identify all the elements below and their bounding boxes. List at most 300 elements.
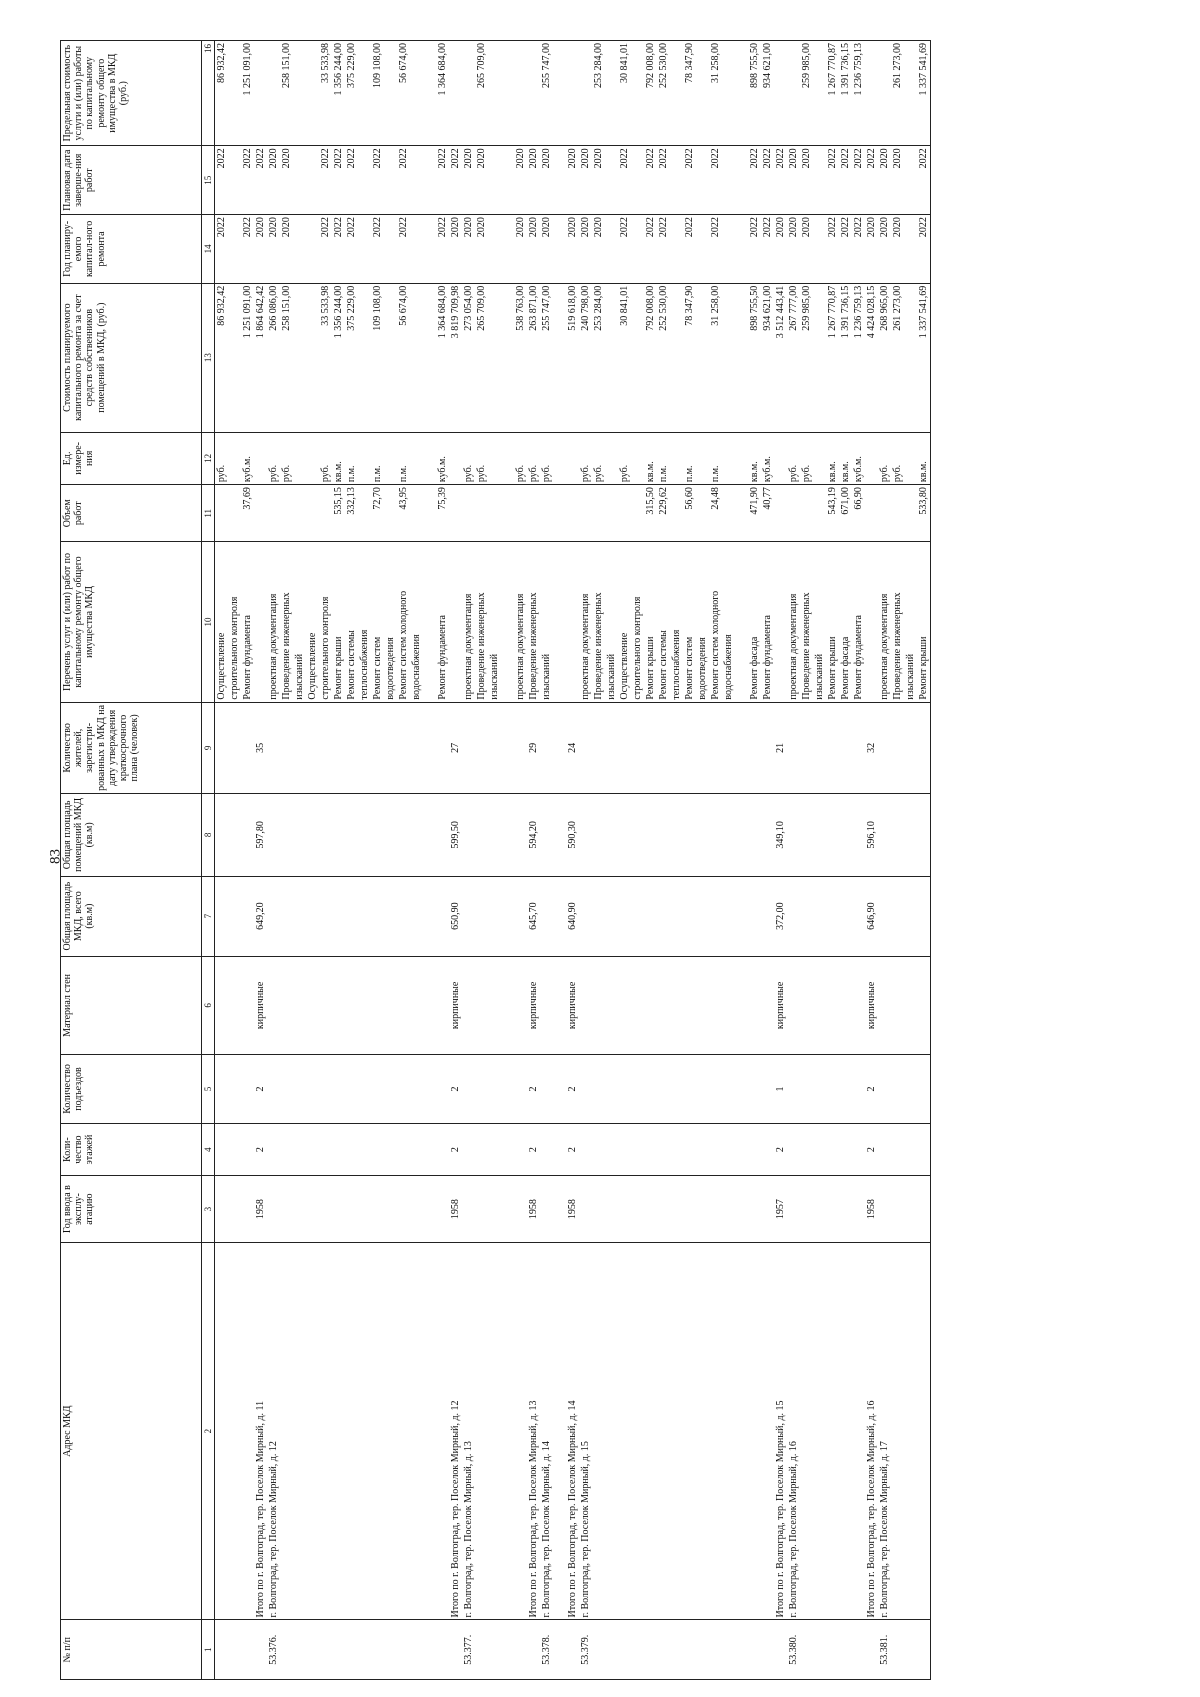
completion-date-cell: 2022 (657, 146, 670, 215)
cost-cell: 898 755,50 (748, 283, 761, 432)
work-item-cell (566, 542, 579, 702)
work-item-cell: проектная документация (579, 542, 592, 702)
work-item-cell: строительного контроля (228, 542, 241, 702)
cost-cell (631, 283, 644, 432)
unit-cell: кв.м. (839, 432, 852, 485)
row-number (592, 1620, 605, 1680)
completion-date-cell (553, 146, 566, 215)
entrances-cell (722, 1055, 735, 1124)
table-row (553, 41, 566, 1680)
row-number: 53.376. (267, 1620, 280, 1680)
premises-area-cell (592, 794, 605, 876)
total-area-cell (514, 876, 527, 956)
address-cell (371, 1242, 384, 1620)
total-area-cell: 646,90 (865, 876, 878, 956)
total-area-cell (748, 876, 761, 956)
year-cell (371, 1176, 384, 1242)
table-row (800, 41, 813, 1680)
cost-cell: 30 841,01 (618, 283, 631, 432)
residents-cell (332, 702, 345, 794)
total-area-cell (319, 876, 332, 956)
max-cost-cell (254, 41, 267, 146)
completion-date-cell (670, 146, 683, 215)
wall-material-cell: кирпичные (566, 956, 579, 1054)
address-cell (891, 1242, 904, 1620)
floors-cell (644, 1123, 657, 1176)
entrances-cell (423, 1055, 436, 1124)
unit-cell (813, 432, 826, 485)
unit-cell: п.м. (709, 432, 722, 485)
unit-cell (358, 432, 371, 485)
work-item-cell: Ремонт систем холодного (709, 542, 722, 702)
cost-cell: 261 273,00 (891, 283, 904, 432)
volume-cell: 332,13 (345, 485, 358, 542)
premises-area-cell: 594,20 (527, 794, 540, 876)
max-cost-cell: 252 530,00 (657, 41, 670, 146)
year-cell (384, 1176, 397, 1242)
premises-area-cell (839, 794, 852, 876)
address-cell (592, 1242, 605, 1620)
table-row (592, 41, 605, 1680)
row-number (852, 1620, 865, 1680)
wall-material-cell (293, 956, 306, 1054)
table-row (371, 41, 384, 1680)
repair-year-cell (722, 215, 735, 284)
cost-cell: 259 985,00 (800, 283, 813, 432)
column-number: 3 (202, 1176, 215, 1242)
year-cell (826, 1176, 839, 1242)
wall-material-cell (917, 956, 931, 1054)
cost-cell: 1 251 091,00 (241, 283, 254, 432)
repair-year-cell: 2022 (683, 215, 696, 284)
entrances-cell (436, 1055, 449, 1124)
premises-area-cell (735, 794, 748, 876)
header-cell: Плановая дата заверше-ния работ (61, 146, 202, 215)
residents-cell (475, 702, 488, 794)
year-cell (293, 1176, 306, 1242)
wall-material-cell (462, 956, 475, 1054)
table-row (904, 41, 917, 1680)
unit-cell (306, 432, 319, 485)
repair-year-cell: 2020 (579, 215, 592, 284)
address-cell (683, 1242, 696, 1620)
unit-cell: руб. (527, 432, 540, 485)
work-item-cell: водоотведения (696, 542, 709, 702)
year-cell (631, 1176, 644, 1242)
max-cost-cell: 31 258,00 (709, 41, 722, 146)
wall-material-cell (267, 956, 280, 1054)
wall-material-cell (488, 956, 501, 1054)
repair-year-cell: 2022 (826, 215, 839, 284)
cost-cell (735, 283, 748, 432)
entrances-cell (228, 1055, 241, 1124)
address-cell (735, 1242, 748, 1620)
work-item-cell (501, 542, 514, 702)
volume-cell: 24,48 (709, 485, 722, 542)
wall-material-cell (553, 956, 566, 1054)
wall-material-cell (787, 956, 800, 1054)
residents-cell (917, 702, 931, 794)
unit-cell (384, 432, 397, 485)
column-number: 14 (202, 215, 215, 284)
row-number (527, 1620, 540, 1680)
year-cell (410, 1176, 423, 1242)
address-cell: Итого по г. Волгоград, тер. Поселок Мирный, д. 14 (566, 1242, 579, 1620)
cost-cell: 255 747,00 (540, 283, 553, 432)
work-item-cell: Ремонт системы (345, 542, 358, 702)
premises-area-cell (618, 794, 631, 876)
max-cost-cell: 56 674,00 (397, 41, 410, 146)
completion-date-cell: 2022 (332, 146, 345, 215)
total-area-cell (839, 876, 852, 956)
completion-date-cell: 2022 (839, 146, 852, 215)
table-row (410, 41, 423, 1680)
address-cell (618, 1242, 631, 1620)
work-item-cell: Проведение инженерных (475, 542, 488, 702)
entrances-cell (657, 1055, 670, 1124)
cost-cell (813, 283, 826, 432)
header-cell: Общая площадь помещений МКД (кв.м) (61, 794, 202, 876)
entrances-cell (462, 1055, 475, 1124)
premises-area-cell (540, 794, 553, 876)
row-number (410, 1620, 423, 1680)
work-item-cell: изысканий (904, 542, 917, 702)
wall-material-cell (358, 956, 371, 1054)
premises-area-cell (384, 794, 397, 876)
residents-cell (605, 702, 618, 794)
row-number (358, 1620, 371, 1680)
work-item-cell (553, 542, 566, 702)
floors-cell (410, 1123, 423, 1176)
premises-area-cell (722, 794, 735, 876)
wall-material-cell (904, 956, 917, 1054)
address-cell (917, 1242, 931, 1620)
volume-cell (540, 485, 553, 542)
total-area-cell (228, 876, 241, 956)
table-row (228, 41, 241, 1680)
entrances-cell (917, 1055, 931, 1124)
completion-date-cell: 2022 (917, 146, 931, 215)
cost-cell: 78 347,90 (683, 283, 696, 432)
residents-cell (787, 702, 800, 794)
row-number (488, 1620, 501, 1680)
residents-cell: 32 (865, 702, 878, 794)
row-number (670, 1620, 683, 1680)
wall-material-cell (319, 956, 332, 1054)
entrances-cell (371, 1055, 384, 1124)
unit-cell (670, 432, 683, 485)
entrances-cell (826, 1055, 839, 1124)
wall-material-cell (631, 956, 644, 1054)
completion-date-cell: 2022 (345, 146, 358, 215)
address-cell (904, 1242, 917, 1620)
completion-date-cell: 2022 (865, 146, 878, 215)
total-area-cell (852, 876, 865, 956)
work-item-cell: водоснабжения (410, 542, 423, 702)
floors-cell (683, 1123, 696, 1176)
repair-year-cell: 2022 (332, 215, 345, 284)
residents-cell (553, 702, 566, 794)
address-cell (657, 1242, 670, 1620)
wall-material-cell (696, 956, 709, 1054)
row-number (748, 1620, 761, 1680)
residents-cell (592, 702, 605, 794)
address-cell (475, 1242, 488, 1620)
volume-cell (462, 485, 475, 542)
total-area-cell (553, 876, 566, 956)
cost-cell: 538 763,00 (514, 283, 527, 432)
floors-cell (514, 1123, 527, 1176)
volume-cell (475, 485, 488, 542)
total-area-cell (826, 876, 839, 956)
cost-cell (228, 283, 241, 432)
floors-cell: 2 (774, 1123, 787, 1176)
floors-cell (228, 1123, 241, 1176)
work-item-cell: проектная документация (267, 542, 280, 702)
entrances-cell (332, 1055, 345, 1124)
unit-cell (423, 432, 436, 485)
cost-cell (553, 283, 566, 432)
unit-cell: куб.м. (852, 432, 865, 485)
entrances-cell (696, 1055, 709, 1124)
work-item-cell: Ремонт фундамента (436, 542, 449, 702)
year-cell (709, 1176, 722, 1242)
floors-cell (306, 1123, 319, 1176)
row-number (449, 1620, 462, 1680)
wall-material-cell (592, 956, 605, 1054)
floors-cell (657, 1123, 670, 1176)
entrances-cell (358, 1055, 371, 1124)
premises-area-cell (514, 794, 527, 876)
premises-area-cell (306, 794, 319, 876)
premises-area-cell (345, 794, 358, 876)
unit-cell: руб. (891, 432, 904, 485)
premises-area-cell: 349,10 (774, 794, 787, 876)
max-cost-cell (553, 41, 566, 146)
year-cell (553, 1176, 566, 1242)
year-cell (397, 1176, 410, 1242)
floors-cell (813, 1123, 826, 1176)
year-cell: 1957 (774, 1176, 787, 1242)
work-item-cell: проектная документация (514, 542, 527, 702)
repair-year-cell: 2022 (709, 215, 722, 284)
volume-cell (319, 485, 332, 542)
work-item-cell (865, 542, 878, 702)
max-cost-cell (605, 41, 618, 146)
wall-material-cell (579, 956, 592, 1054)
premises-area-cell (696, 794, 709, 876)
header-cell: Год планиру-емого капитал-ного ремонта (61, 215, 202, 284)
work-item-cell: Ремонт систем (371, 542, 384, 702)
residents-cell (436, 702, 449, 794)
volume-cell: 543,19 (826, 485, 839, 542)
max-cost-cell (722, 41, 735, 146)
row-number (618, 1620, 631, 1680)
repair-year-cell (306, 215, 319, 284)
premises-area-cell (436, 794, 449, 876)
row-number: 53.381. (878, 1620, 891, 1680)
unit-cell: руб. (618, 432, 631, 485)
completion-date-cell: 2022 (761, 146, 774, 215)
max-cost-cell: 1 236 759,13 (852, 41, 865, 146)
premises-area-cell (553, 794, 566, 876)
max-cost-cell: 258 151,00 (280, 41, 293, 146)
repair-year-cell (293, 215, 306, 284)
entrances-cell (800, 1055, 813, 1124)
completion-date-cell: 2020 (787, 146, 800, 215)
residents-cell (410, 702, 423, 794)
year-cell (904, 1176, 917, 1242)
table-row (709, 41, 722, 1680)
year-cell (501, 1176, 514, 1242)
address-cell (488, 1242, 501, 1620)
repair-year-cell: 2020 (787, 215, 800, 284)
work-item-cell: строительного контроля (631, 542, 644, 702)
volume-cell: 533,80 (917, 485, 931, 542)
entrances-cell (748, 1055, 761, 1124)
volume-cell: 229,62 (657, 485, 670, 542)
repair-year-cell: 2020 (540, 215, 553, 284)
completion-date-cell: 2020 (579, 146, 592, 215)
residents-cell: 27 (449, 702, 462, 794)
row-number (839, 1620, 852, 1680)
volume-cell (358, 485, 371, 542)
unit-cell: п.м. (371, 432, 384, 485)
max-cost-cell: 265 709,00 (475, 41, 488, 146)
table-row (332, 41, 345, 1680)
max-cost-cell: 1 356 244,00 (332, 41, 345, 146)
unit-cell: п.м. (397, 432, 410, 485)
completion-date-cell: 2022 (397, 146, 410, 215)
table-row (293, 41, 306, 1680)
entrances-cell (540, 1055, 553, 1124)
total-area-cell (462, 876, 475, 956)
max-cost-cell (527, 41, 540, 146)
column-number: 10 (202, 542, 215, 702)
premises-area-cell (709, 794, 722, 876)
row-number (722, 1620, 735, 1680)
wall-material-cell: кирпичные (254, 956, 267, 1054)
entrances-cell (306, 1055, 319, 1124)
volume-cell (566, 485, 579, 542)
unit-cell (449, 432, 462, 485)
year-cell (605, 1176, 618, 1242)
row-number (709, 1620, 722, 1680)
premises-area-cell (267, 794, 280, 876)
column-number: 7 (202, 876, 215, 956)
residents-cell (748, 702, 761, 794)
table-row (488, 41, 501, 1680)
unit-cell: кв.м. (644, 432, 657, 485)
entrances-cell: 2 (566, 1055, 579, 1124)
column-number: 11 (202, 485, 215, 542)
cost-cell: 934 621,00 (761, 283, 774, 432)
floors-cell (371, 1123, 384, 1176)
entrances-cell (618, 1055, 631, 1124)
work-item-cell: Проведение инженерных (592, 542, 605, 702)
completion-date-cell (631, 146, 644, 215)
residents-cell (670, 702, 683, 794)
row-number: 53.377. (462, 1620, 475, 1680)
volume-cell (722, 485, 735, 542)
column-number: 9 (202, 702, 215, 794)
table-row (787, 41, 800, 1680)
wall-material-cell (514, 956, 527, 1054)
address-cell (826, 1242, 839, 1620)
residents-cell: 29 (527, 702, 540, 794)
year-cell (683, 1176, 696, 1242)
year-cell (462, 1176, 475, 1242)
year-cell (514, 1176, 527, 1242)
floors-cell (891, 1123, 904, 1176)
address-cell (800, 1242, 813, 1620)
total-area-cell (917, 876, 931, 956)
unit-cell: кв.м. (917, 432, 931, 485)
residents-cell (579, 702, 592, 794)
premises-area-cell (410, 794, 423, 876)
table-row (826, 41, 839, 1680)
floors-cell (358, 1123, 371, 1176)
wall-material-cell (891, 956, 904, 1054)
repair-year-cell: 2020 (462, 215, 475, 284)
table-row (267, 41, 280, 1680)
residents-cell (371, 702, 384, 794)
year-cell (696, 1176, 709, 1242)
max-cost-cell (735, 41, 748, 146)
total-area-cell (501, 876, 514, 956)
cost-cell: 268 965,00 (878, 283, 891, 432)
residents-cell (397, 702, 410, 794)
work-item-cell: Ремонт крыши (332, 542, 345, 702)
entrances-cell (735, 1055, 748, 1124)
volume-cell: 671,00 (839, 485, 852, 542)
cost-cell: 519 618,00 (566, 283, 579, 432)
repair-year-cell: 2020 (475, 215, 488, 284)
address-cell (306, 1242, 319, 1620)
cost-cell: 253 284,00 (592, 283, 605, 432)
unit-cell: руб. (319, 432, 332, 485)
residents-cell (826, 702, 839, 794)
entrances-cell (501, 1055, 514, 1124)
unit-cell: кв.м. (332, 432, 345, 485)
floors-cell (696, 1123, 709, 1176)
residents-cell (878, 702, 891, 794)
work-item-cell: Ремонт фасада (748, 542, 761, 702)
premises-area-cell: 596,10 (865, 794, 878, 876)
entrances-cell: 2 (865, 1055, 878, 1124)
volume-cell (813, 485, 826, 542)
floors-cell (787, 1123, 800, 1176)
repair-year-cell: 2020 (527, 215, 540, 284)
floors-cell (280, 1123, 293, 1176)
unit-cell (904, 432, 917, 485)
year-cell (917, 1176, 931, 1242)
entrances-cell (839, 1055, 852, 1124)
table-row (475, 41, 488, 1680)
total-area-cell (358, 876, 371, 956)
residents-cell (501, 702, 514, 794)
repair-year-cell: 2020 (267, 215, 280, 284)
unit-cell: руб. (267, 432, 280, 485)
total-area-cell (761, 876, 774, 956)
completion-date-cell (488, 146, 501, 215)
max-cost-cell: 1 251 091,00 (241, 41, 254, 146)
wall-material-cell: кирпичные (865, 956, 878, 1054)
floors-cell (553, 1123, 566, 1176)
volume-cell (696, 485, 709, 542)
column-number: 16 (202, 41, 215, 146)
address-cell (696, 1242, 709, 1620)
